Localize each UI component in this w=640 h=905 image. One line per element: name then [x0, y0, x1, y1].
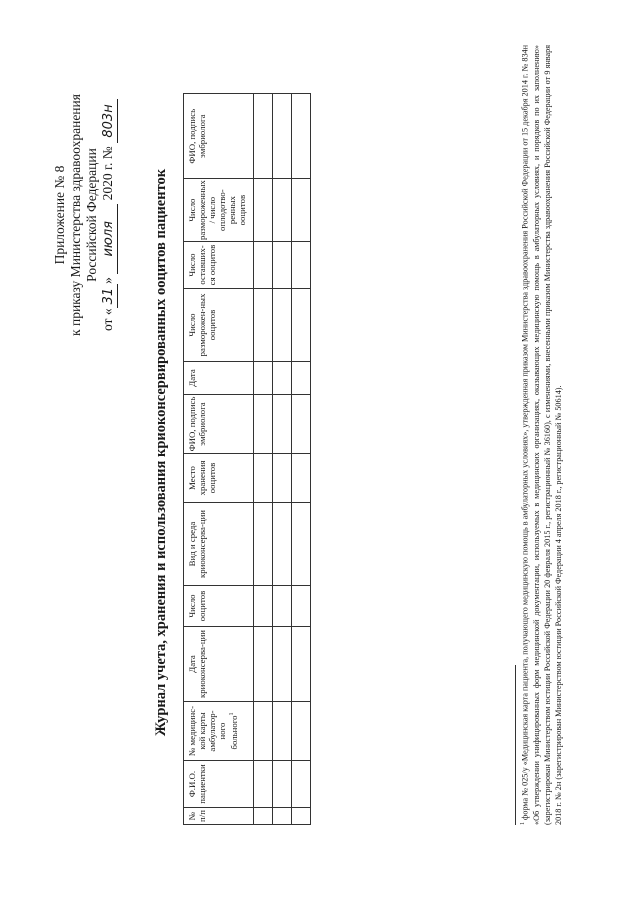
table-row	[292, 94, 311, 825]
handwritten-month: июля	[101, 204, 118, 274]
appendix-number: Приложение № 8	[52, 165, 67, 265]
date-quote: »	[100, 277, 115, 284]
col-thawed-count: Число разморожен-ных ооцитов	[184, 289, 254, 362]
journal-title: Журнал учета, хранения и использования криоконсервированных ооцитов пациенток	[153, 168, 169, 737]
col-patient-name: Ф.И.О. пациентки	[184, 761, 254, 808]
footnote-text: форма № 025/у «Медицинская карта пациента, получающего медицинскую помощь в амбулаторных условиях», утвержденная приказом Министерства здравоохранения Российской Федерации от 15 декабря 2014 г. № 834н «Об утверждении унифицированных форм медицинской документации, используемых в медицинских организациях, оказывающих медицинскую помощь в амбулаторных условиях, и порядков по их заполнению» (зарегистрирован Министерством юстиции Российской Федерации 20 февраля 2015 г., регистрационный № 36160), с изменениями, внесенными приказом Министерства здравоохранения Российской Федерации от 9 января 2018 г. № 2н (зарегистрирован Министерством юстиции Российской Федерации 4 апреля 2018 г., регистрационный № 50614).	[520, 44, 563, 825]
col-card-number: № медицинс-кой карты амбулатор-ного больного$^1$	[184, 702, 254, 761]
footnote-ref: 1	[229, 712, 235, 716]
handwritten-order-number: 803н	[101, 99, 118, 143]
col-embryologist-1: ФИО, подпись эмбриолога	[184, 395, 254, 454]
col-number: № п/п	[184, 808, 254, 825]
footnote-mark: 1	[520, 822, 526, 825]
year-text: 2020 г. №	[100, 146, 115, 201]
appendix-order-ref: к приказу Министерства здравоохранения	[68, 94, 83, 336]
col-remaining-count: Число оставших-ся ооцитов	[184, 242, 254, 289]
handwritten-day: 31	[101, 284, 118, 309]
col-date: Дата	[184, 362, 254, 395]
journal-table	[183, 93, 311, 825]
col-embryologist-2: ФИО, подпись эмбриолога	[184, 94, 254, 179]
col-cryo-date: Дата криоконсерва-ции	[184, 627, 254, 702]
col-thawed-fertilized: Число размороженных / число оплодотво-ренных ооцитов	[184, 179, 254, 242]
col-oocyte-count: Число ооцитов	[184, 586, 254, 627]
table-row	[254, 94, 273, 825]
col-cryo-type: Вид и среда криоконсерва-ции	[184, 503, 254, 586]
appendix-block	[52, 70, 118, 360]
footnote-separator	[515, 665, 516, 825]
footnote	[518, 45, 564, 825]
date-prefix: от «	[100, 308, 115, 332]
col-storage-place: Место хранения ооцитов	[184, 454, 254, 503]
table-row	[273, 94, 292, 825]
appendix-ministry: Российской Федерации	[84, 148, 99, 282]
table-header-row	[184, 94, 254, 825]
appendix-date-line	[100, 70, 118, 360]
